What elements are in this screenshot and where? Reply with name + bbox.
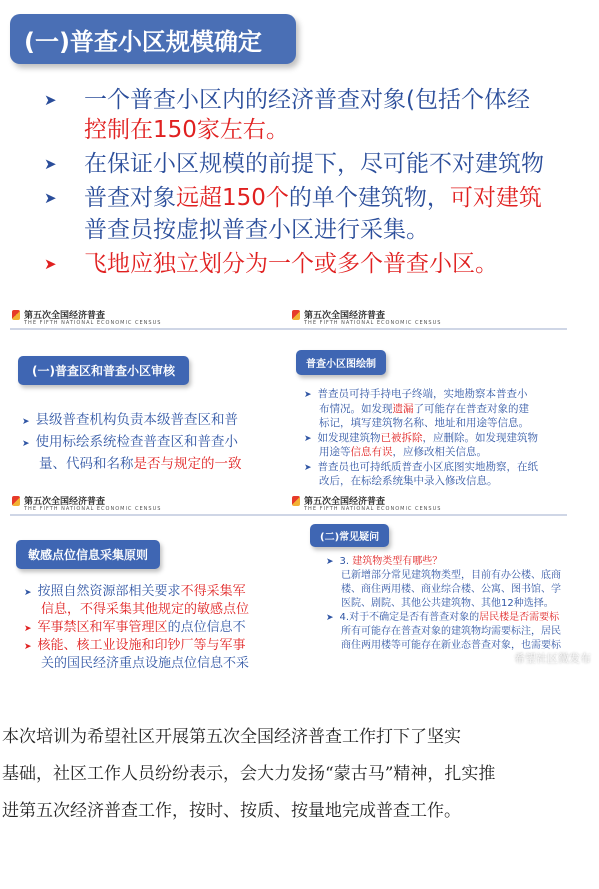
text-run: 普查对象: [84, 185, 176, 211]
text-run: 3.: [339, 556, 353, 567]
slide-audit: [10, 304, 297, 476]
slide-bullet-line: [22, 408, 238, 428]
slide-sensitive-points: [10, 490, 297, 670]
text-run: 不得采集军: [180, 584, 246, 599]
text-run: 普查员可持手持电子终端，实地勘察本普查小: [317, 388, 528, 400]
top-bullet-text: [84, 148, 544, 180]
census-header: [290, 490, 567, 514]
census-logo-cn: 第五次全国经济普查: [304, 311, 386, 321]
top-bullet-text: [84, 214, 429, 246]
census-logo-icon: [12, 310, 20, 320]
text-run: 在保证小区规模的前提下，尽可能不对建筑物: [84, 151, 544, 177]
arrow-bullet-icon: ➤: [304, 433, 312, 444]
text-run: 商住两用楼等可能存在新业态普查对象，也需要标: [341, 640, 561, 651]
header-divider: [290, 328, 567, 330]
text-run: 是否与规定的一致: [133, 456, 242, 472]
text-run: 远超150个: [176, 185, 289, 211]
arrow-bullet-icon: ➤: [44, 255, 57, 273]
arrow-bullet-icon: ➤: [24, 642, 32, 652]
text-run: 医院、剧院、其他公共建筑物、其他12种选择。: [341, 598, 554, 609]
arrow-bullet-icon: ➤: [22, 439, 30, 449]
text-run: 核能、核工业设施和印钞厂等与军事: [37, 638, 246, 653]
slide-bullet-line: [22, 430, 238, 450]
slide-bullet-line: [304, 430, 538, 445]
census-header: [10, 490, 297, 514]
text-run: 量、代码和名称: [39, 456, 134, 472]
arrow-bullet-icon: ➤: [326, 557, 334, 567]
slide-bullet-line: [326, 608, 559, 623]
text-run: 按照自然资源部相关要求: [37, 584, 181, 599]
top-bullet-text: [84, 248, 498, 280]
census-logo-en: THE FIFTH NATIONAL ECONOMIC CENSUS: [304, 320, 442, 326]
slide-bullet-line: [304, 415, 529, 430]
text-run: 飞地应独立划分为一个或多个普查小区。: [84, 251, 498, 277]
top-bullet-text: [84, 182, 542, 214]
text-run: 居民楼是否需要标: [479, 612, 560, 623]
watermark: 希望社区微发布: [514, 652, 591, 665]
text-run: 使用标绘系统检查普查区和普查小: [35, 434, 239, 450]
arrow-bullet-icon: ➤: [304, 462, 312, 473]
arrow-bullet-icon: ➤: [22, 417, 30, 427]
top-slide-title: (一)普查小区规模确定: [24, 28, 262, 56]
census-logo-cn: 第五次全国经济普查: [304, 497, 386, 507]
arrow-bullet-icon: ➤: [44, 155, 57, 173]
slide-bullet-line: [326, 622, 561, 637]
text-run: 的单个建筑物，: [288, 185, 450, 211]
arrow-bullet-icon: ➤: [44, 189, 57, 207]
slide-bullet-line: [304, 459, 538, 474]
header-divider: [290, 514, 567, 516]
text-run: 普查员也可持纸质普查小区底图实地勘察，在纸: [317, 460, 539, 473]
slide-bullet-line: [22, 452, 242, 472]
text-run: 标记，填写建筑物名称、地址和用途等信息。: [319, 417, 529, 429]
arrow-bullet-icon: ➤: [24, 588, 32, 598]
census-logo-cn: 第五次全国经济普查: [24, 497, 106, 507]
census-logo-icon: [292, 310, 300, 320]
slide-bullet-line: [326, 636, 561, 651]
paragraph-line-3: 进第五次经济普查工作，按时、按质、按量地完成普查工作。: [2, 801, 461, 821]
text-run: 遗漏: [392, 402, 414, 415]
slide-bullet-line: [24, 634, 246, 653]
census-logo-icon: [12, 496, 20, 506]
slide-faq: [290, 490, 567, 670]
top-bullet-text: [84, 114, 289, 146]
slide-bullet-line: [24, 580, 246, 599]
slide-title-banner: 普查小区图绘制: [296, 350, 386, 375]
slide-title-banner: (一)普查区和普查小区审核: [18, 356, 189, 385]
text-run: 所有可能存在普查对象的建筑物均需要标注，居民: [341, 626, 561, 637]
slide-bullet-line: [304, 444, 487, 459]
top-slide: [0, 0, 599, 296]
slide-map-drawing: [290, 304, 567, 487]
text-run: ，应修改相关信息。: [392, 446, 487, 458]
top-slide-title-banner: [10, 14, 296, 64]
slide-bullet-line: [326, 580, 561, 595]
slide-bullet-line: [24, 598, 249, 617]
census-logo-en: THE FIFTH NATIONAL ECONOMIC CENSUS: [24, 320, 162, 326]
census-logo-cn: 第五次全国经济普查: [24, 311, 106, 321]
slide-title-banner: 敏感点位信息采集原则: [16, 540, 160, 569]
census-logo-en: THE FIFTH NATIONAL ECONOMIC CENSUS: [304, 506, 442, 512]
text-run: 楼、商住两用楼、商业综合楼、公寓、图书馆、学: [341, 584, 561, 595]
census-header: [290, 304, 567, 328]
arrow-bullet-icon: ➤: [304, 390, 312, 400]
header-divider: [10, 328, 297, 330]
slide-bullet-line: [304, 473, 498, 488]
census-header: [10, 304, 297, 328]
text-run: 控制在150家左右。: [84, 117, 289, 143]
slide-bullet-line: [326, 566, 561, 581]
slide-bullet-line: [304, 386, 528, 401]
slide-title-banner: (二)常见疑问: [310, 524, 389, 547]
text-run: 普查员按虚拟普查小区进行采集。: [84, 217, 429, 243]
text-run: 建筑物类型有哪些？: [352, 556, 443, 567]
text-run: 信息，不得采集其他规定的敏感点位: [41, 602, 250, 617]
arrow-bullet-icon: ➤: [44, 91, 57, 109]
header-divider: [10, 514, 297, 516]
census-logo-en: THE FIFTH NATIONAL ECONOMIC CENSUS: [24, 506, 162, 512]
text-run: 已被拆除: [380, 431, 423, 444]
top-bullet-text: [84, 84, 530, 116]
arrow-bullet-icon: ➤: [326, 613, 334, 623]
slide-bullet-line: [326, 552, 442, 567]
text-run: 一个普查小区内的经济普查对象(包括个体经: [84, 87, 530, 113]
slide-bullet-line: [304, 401, 529, 416]
text-run: 县级普查机构负责本级普查区和普: [35, 412, 239, 428]
census-logo-icon: [292, 496, 300, 506]
text-run: 可对建筑: [449, 185, 542, 211]
text-run: 军事禁区和军事管理区: [37, 620, 168, 635]
arrow-bullet-icon: ➤: [24, 624, 32, 634]
text-run: 信息有误: [350, 446, 393, 458]
slide-bullet-line: [24, 652, 249, 671]
text-run: 4.对于不确定是否有普查对象的: [339, 612, 480, 623]
text-run: 了可能存在普查对象的建: [413, 402, 529, 415]
paragraph-line-2: 基础，社区工作人员纷纷表示，会大力发扬“蒙古马”精神，扎实推: [2, 764, 496, 784]
text-run: 如发现建筑物: [317, 431, 381, 444]
text-run: 布情况。如发现: [319, 402, 393, 415]
text-run: 已新增部分常见建筑物类型，目前有办公楼、底商: [341, 570, 561, 581]
text-run: 关的国民经济重点设施点位信息不采: [41, 656, 250, 671]
text-run: 的点位信息不: [167, 620, 246, 635]
text-run: 改后，在标绘系统集中录入修改信息。: [319, 475, 498, 487]
paragraph-line-1: 本次培训为希望社区开展第五次全国经济普查工作打下了坚实: [2, 727, 461, 747]
text-run: ，应删除。如发现建筑物: [422, 431, 539, 444]
slide-bullet-line: [24, 616, 246, 635]
text-run: 用途等: [319, 446, 351, 458]
slide-bullet-line: [326, 594, 554, 609]
